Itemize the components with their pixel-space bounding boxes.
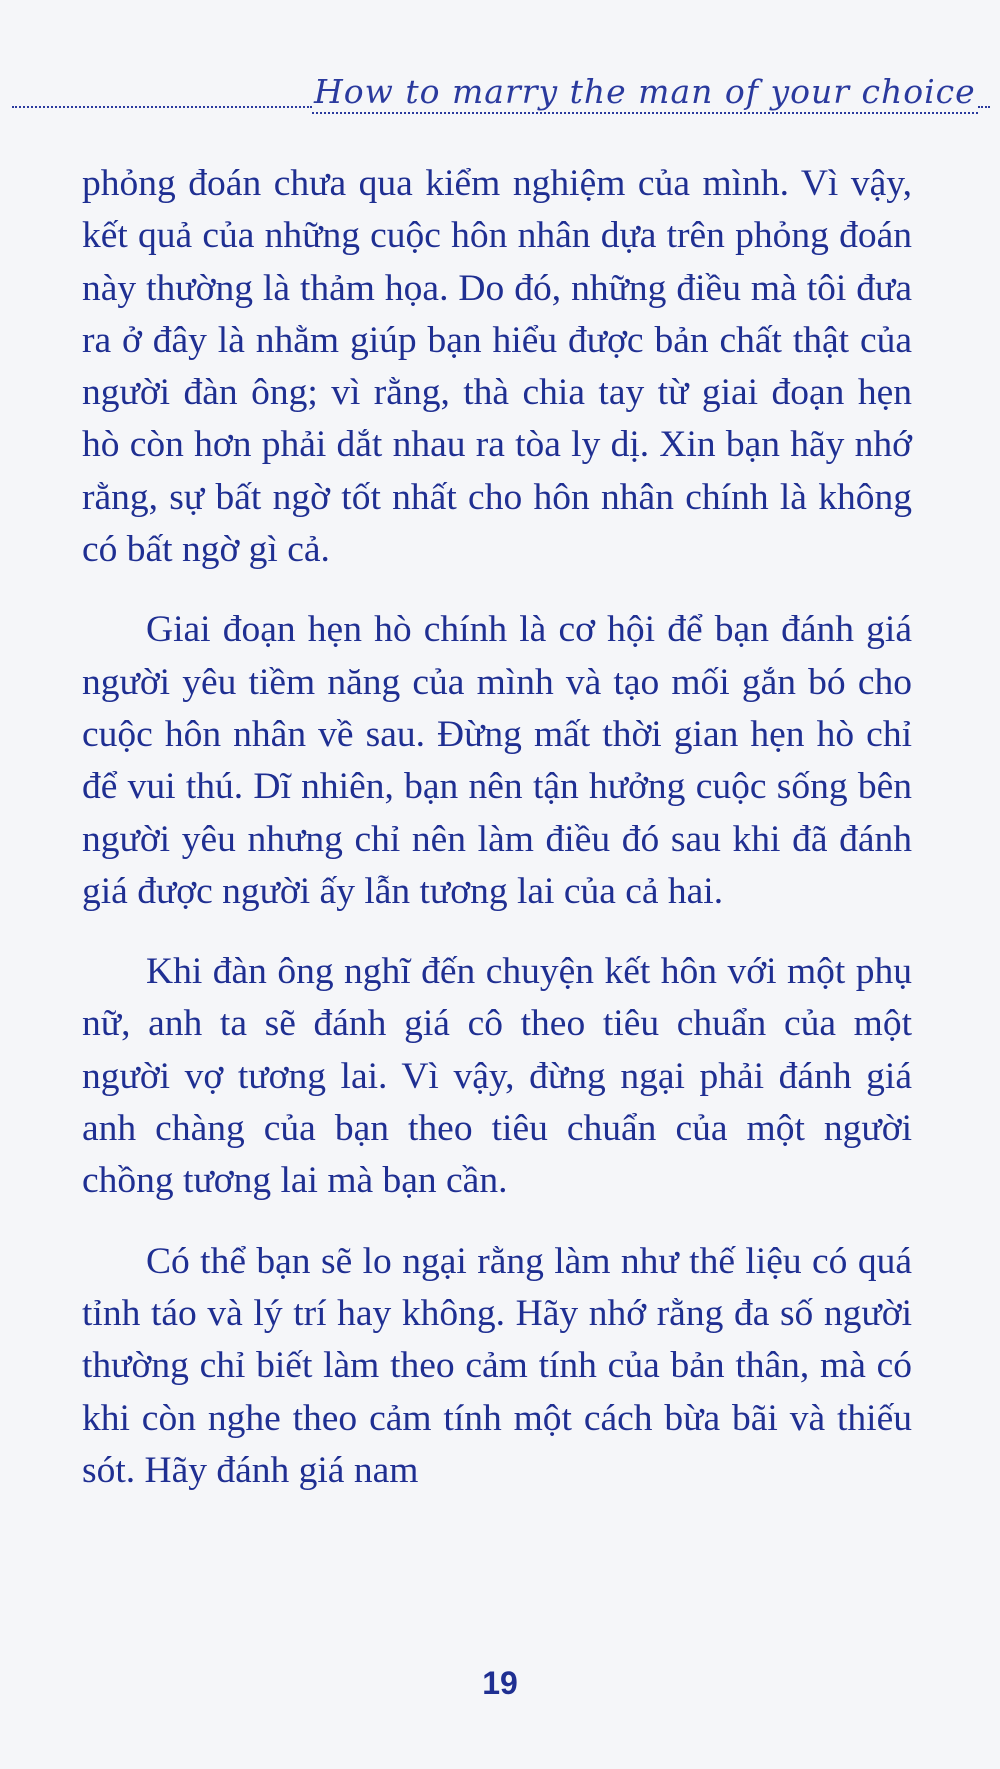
- header-title: How to marry the man of your choice: [312, 72, 978, 114]
- running-header: [12, 70, 990, 114]
- body-text: [82, 158, 912, 1525]
- page-number: 19: [482, 1665, 518, 1701]
- paragraph-3: Khi đàn ông nghĩ đến chuyện kết hôn với một phụ nữ, anh ta sẽ đánh giá cô theo tiêu chuẩn của một người vợ tương lai. Vì vậy, đừng ngại phải đánh giá anh chàng của bạn theo tiêu chuẩn của một người chồng tương lai mà bạn cần.: [82, 951, 912, 1202]
- paragraph-2: Giai đoạn hẹn hò chính là cơ hội để bạn đánh giá người yêu tiềm năng của mình và tạo mối gắn bó cho cuộc hôn nhân về sau. Đừng mất thời gian hẹn hò chỉ để vui thú. Dĩ nhiên, bạn nên tận hưởng cuộc sống bên người yêu nhưng chỉ nên làm điều đó sau khi đã đánh giá được người ấy lẫn tương lai của cả hai.: [82, 609, 912, 912]
- paragraph-1: phỏng đoán chưa qua kiểm nghiệm của mình. Vì vậy, kết quả của những cuộc hôn nhân dựa trên phỏng đoán này thường là thảm họa. Do đó, những điều mà tôi đưa ra ở đây là nhằm giúp bạn hiểu được bản chất thật của người đàn ông; vì rằng, thà chia tay từ giai đoạn hẹn hò còn hơn phải dắt nhau ra tòa ly dị. Xin bạn hãy nhớ rằng, sự bất ngờ tốt nhất cho hôn nhân chính là không có bất ngờ gì cả.: [82, 163, 912, 571]
- header-dotted-rule-left: [12, 105, 312, 108]
- header-dotted-rule-right: [978, 105, 990, 108]
- paragraph-4: Có thể bạn sẽ lo ngại rằng làm như thế liệu có quá tỉnh táo và lý trí hay không. Hãy nhớ rằng đa số người thường chỉ biết làm theo cảm tính của bản thân, mà có khi còn nghe theo cảm tính một cách bừa bãi và thiếu sót. Hãy đánh giá nam: [82, 1240, 912, 1491]
